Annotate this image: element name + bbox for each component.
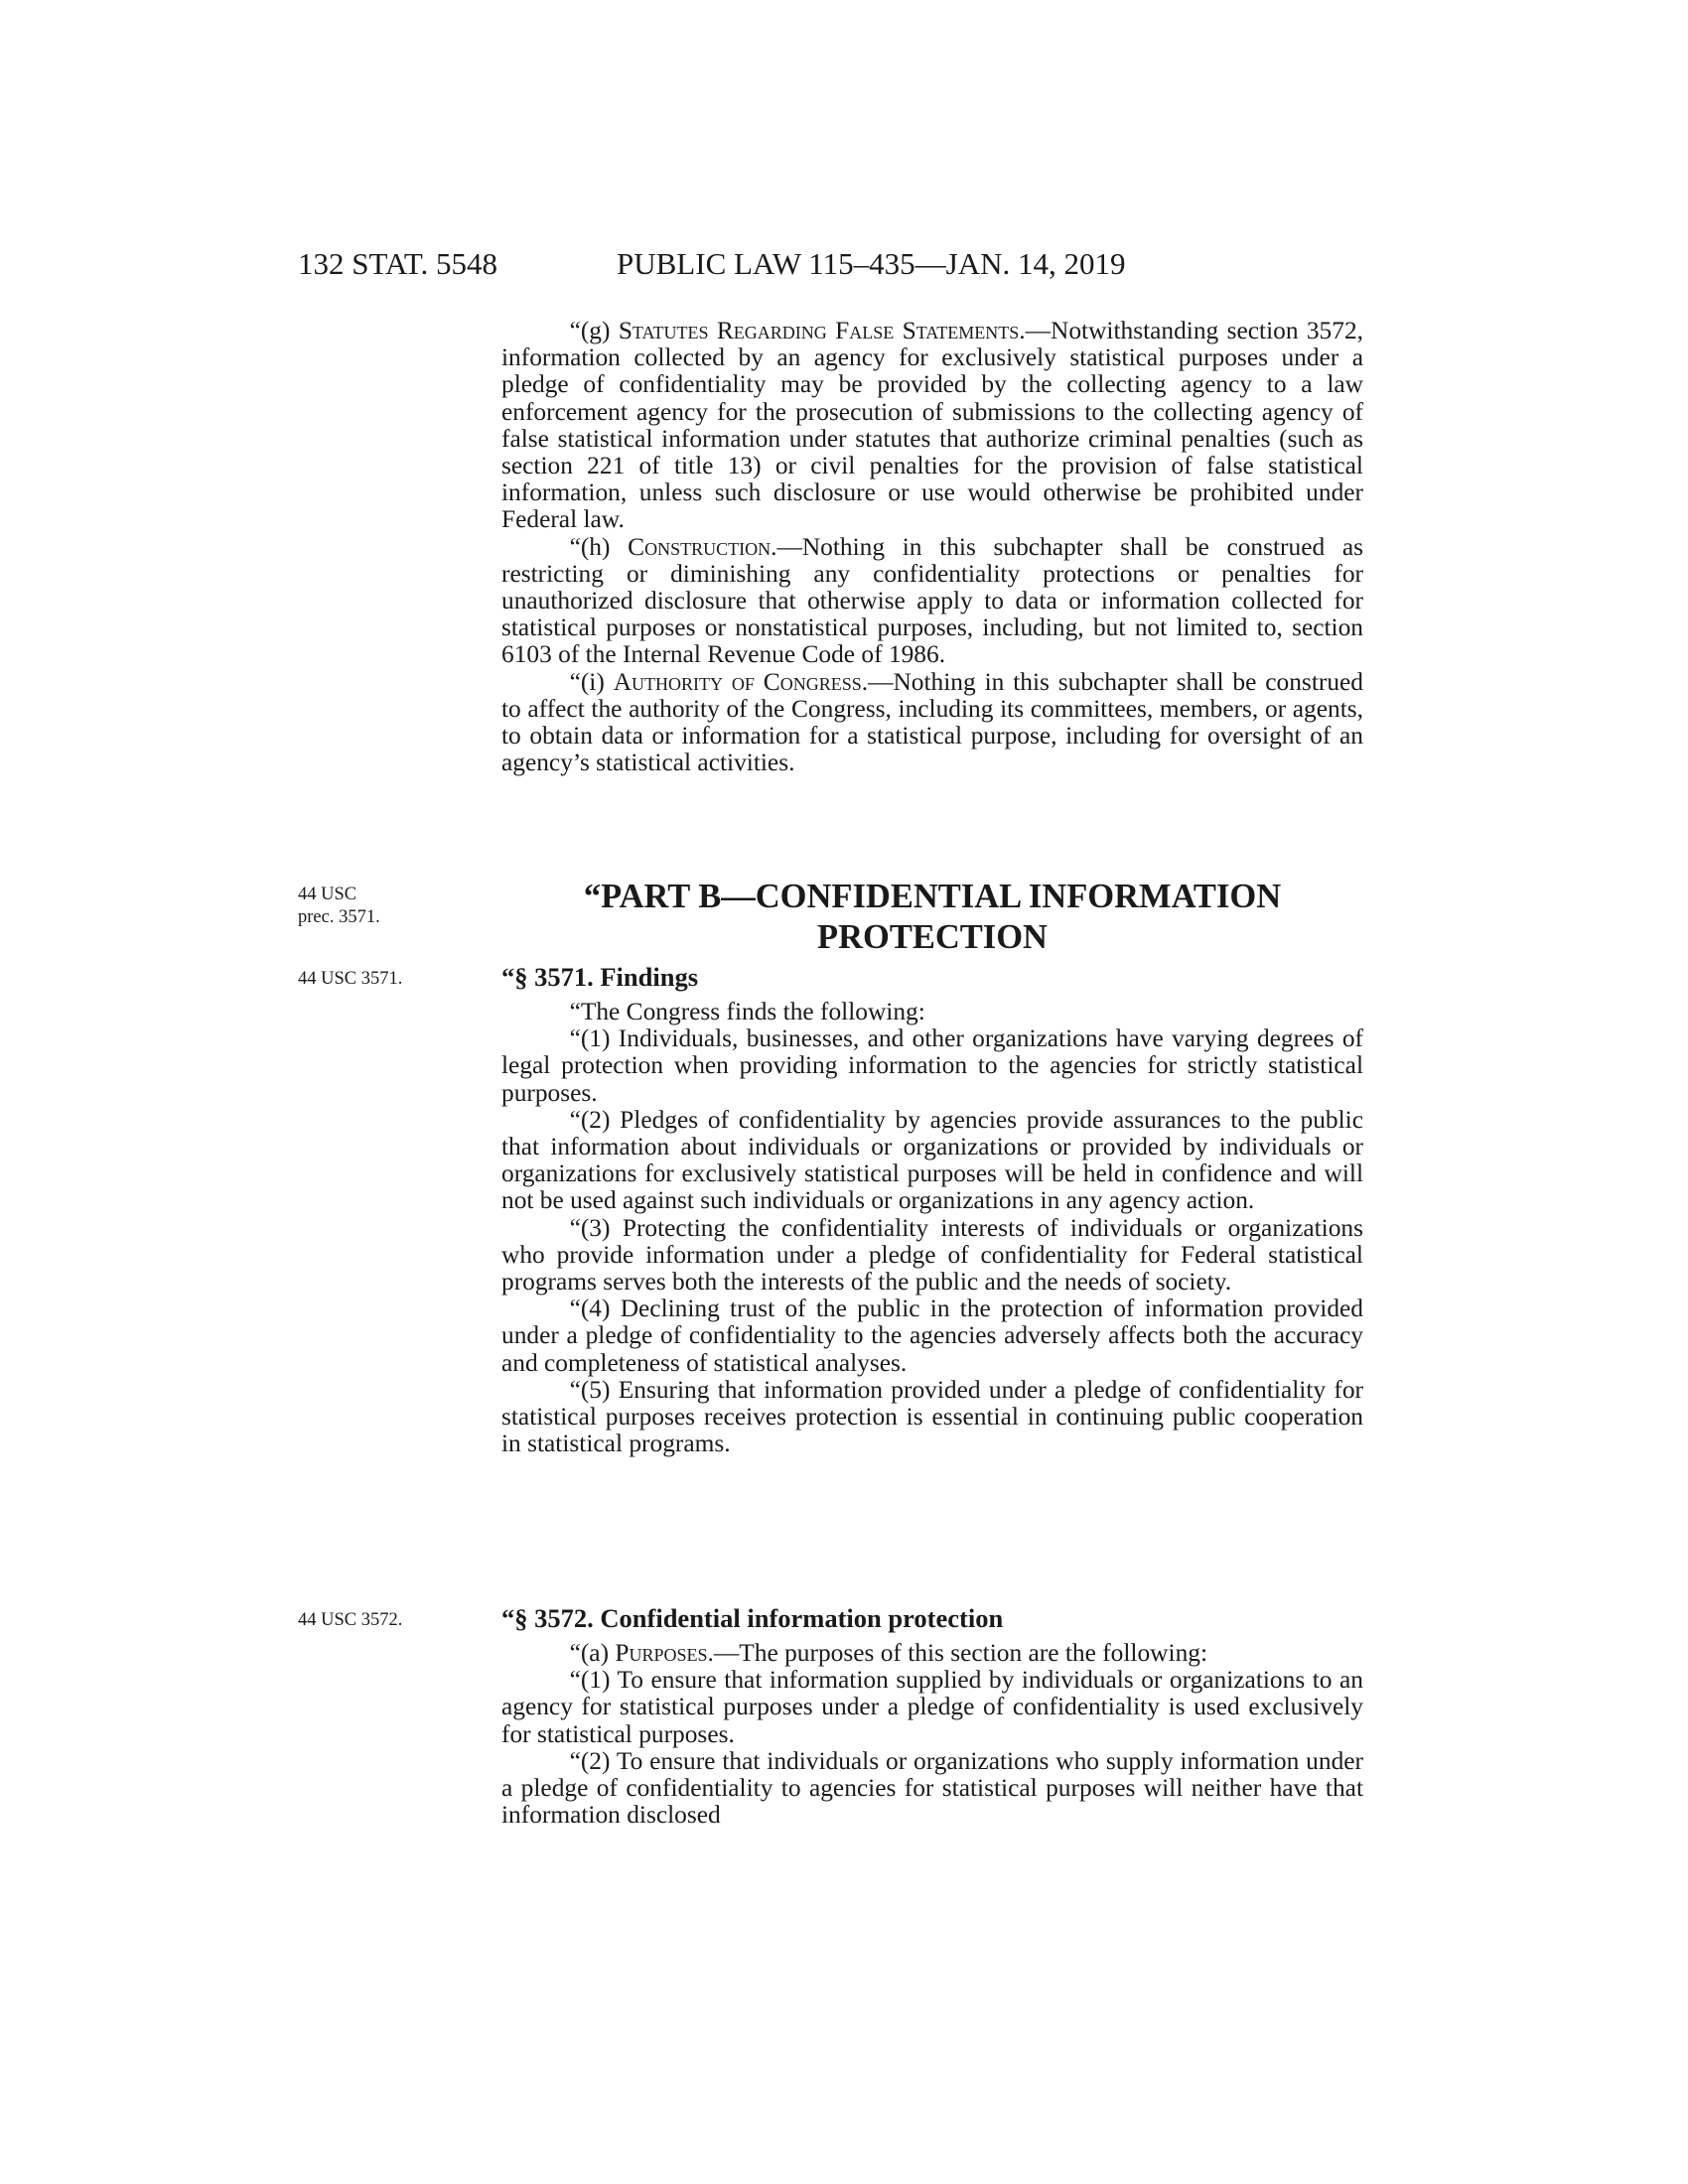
finding-2: “(2) Pledges of confidentiality by agencies provide assurances to the public that information about individuals or organizations or provided by individuals or organizations for exclusively statistical purposes will be held in confidence and will not be used against such individuals or organizations in any agency action. xyxy=(501,1105,1363,1215)
finding-5: “(5) Ensuring that information provided under a pledge of confidentiality for statistical purposes receives protection is essential in continuing public cooperation in statistical programs. xyxy=(501,1375,1363,1458)
section-3572-body xyxy=(501,1640,1363,1829)
subsection-a-lead: “(a) xyxy=(569,1639,616,1667)
public-law-title: PUBLIC LAW 115–435—JAN. 14, 2019 xyxy=(617,246,1126,281)
subsection-g-heading: Statutes Regarding False Statements. xyxy=(618,317,1026,344)
part-b-heading-line2: PROTECTION xyxy=(817,918,1048,956)
subsection-g-text: —Notwithstanding section 3572, information collected by an agency for exclusively statistical purposes under a pledge of confidentiality may be provided by the collecting agency to a law enforcement agency for the prosecution of submissions to the collecting agency of false statistical information under statutes that authorize criminal penalties (such as section 221 of title 13) or civil penalties for the provision of false statistical information, unless such disclosure or use would otherwise be prohibited under Federal law. xyxy=(501,317,1363,534)
purpose-2: “(2) To ensure that individuals or organizations who supply information under a pledge of confidentiality to agencies for statistical purposes will neither have that information disclosed xyxy=(501,1746,1363,1830)
margin-note-part-b-line1: 44 USC xyxy=(298,885,357,904)
subsection-h xyxy=(501,534,1363,669)
subsection-h-lead: “(h) xyxy=(569,532,629,561)
subsection-g xyxy=(501,318,1363,534)
subsection-a xyxy=(501,1640,1363,1667)
margin-note-3572: 44 USC 3572. xyxy=(298,1610,403,1630)
finding-4: “(4) Declining trust of the public in the protection of information provided under a pledge of confidentiality to the agencies adversely affects both the accuracy and completeness of statistical analyses. xyxy=(501,1295,1363,1377)
stat-page-number: 132 STAT. 5548 xyxy=(298,246,498,281)
subsection-i-heading: Authority of Congress. xyxy=(613,667,869,696)
section-3571-intro: “The Congress finds the following: xyxy=(569,998,925,1025)
section-3571-heading: “§ 3571. Findings xyxy=(501,962,699,992)
subsection-i-lead: “(i) xyxy=(569,667,614,696)
finding-1: “(1) Individuals, businesses, and other organizations have varying degrees of legal protection when providing information to the agencies for strictly statistical purposes. xyxy=(501,1024,1363,1107)
part-b-heading-line1: “PART B—CONFIDENTIAL INFORMATION xyxy=(583,878,1282,915)
margin-note-part-b-line2: prec. 3571. xyxy=(298,907,380,927)
section-3572-heading: “§ 3572. Confidential information protection xyxy=(501,1603,1004,1633)
subsection-a-heading: Purposes. xyxy=(615,1639,714,1667)
part-b-heading xyxy=(501,877,1363,958)
subsection-h-heading: Construction. xyxy=(628,532,777,561)
subsection-i xyxy=(501,669,1363,777)
purpose-1: “(1) To ensure that information supplied by individuals or organizations to an agency for statistical purposes under a pledge of confidentiality is used exclusively for statistical purposes. xyxy=(501,1666,1363,1748)
subsection-h-text: —Nothing in this subchapter shall be construed as restricting or diminishing any confidentiality protections or penalties for unauthorized disclosure that otherwise apply to data or information collected for statistical purposes or nonstatistical purposes, including, but not limited to, section 6103 of the Internal Revenue Code of 1986. xyxy=(501,532,1363,669)
running-head xyxy=(298,242,1390,286)
margin-note-3571: 44 USC 3571. xyxy=(298,969,403,989)
subsection-a-text: —The purposes of this section are the following: xyxy=(713,1639,1208,1667)
section-3571-body xyxy=(501,999,1363,1457)
finding-3: “(3) Protecting the confidentiality interests of individuals or organizations who provide information under a pledge of confidentiality for Federal statistical programs serves both the interests of the public and the needs of society. xyxy=(501,1213,1363,1297)
subsection-i-text: —Nothing in this subchapter shall be construed to affect the authority of the Congress, including its committees, members, or agents, to obtain data or information for a statistical purpose, including for oversight of an agency’s statistical activities. xyxy=(501,667,1363,777)
margin-note-part-b xyxy=(298,884,477,929)
subsection-g-lead: “(g) xyxy=(569,317,619,344)
subsections-g-h-i xyxy=(501,318,1363,776)
